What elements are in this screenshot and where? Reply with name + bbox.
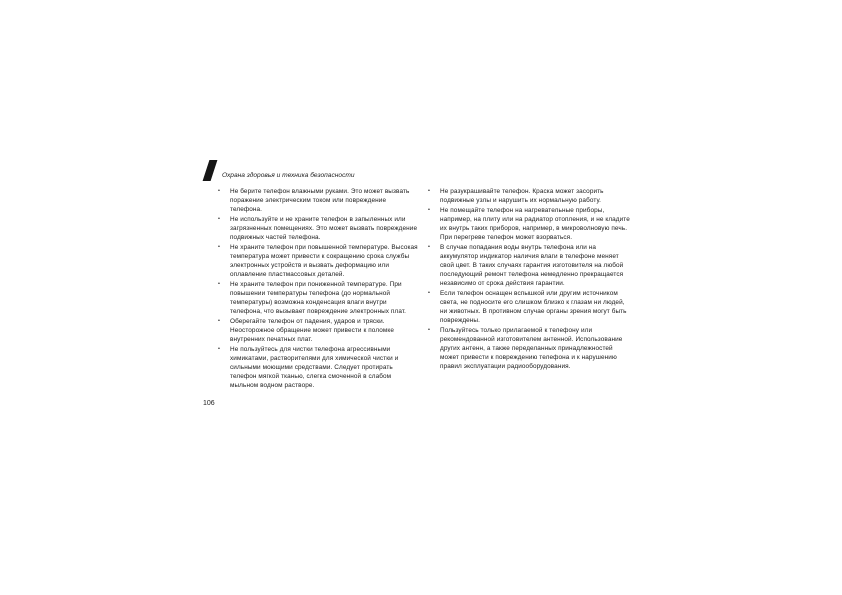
list-item-text: Не используйте и не храните телефон в запыленных или загрязненных помещениях. Это может вызвать повреждение подвижных частей телефона. [230,216,418,241]
bullet-icon: • [218,188,220,194]
bullet-icon: • [218,281,220,287]
bullet-icon: • [218,318,220,324]
page-number: 106 [203,400,215,407]
list-item-text: Не берите телефон влажными руками. Это может вызвать поражение электрическим током или повреждение телефона. [230,188,410,213]
list-item-text: Не храните телефон при пониженной температуре. При повышении температуры телефона (до нормальной температуры) возможна конденсация влаги внутри телефона, что вызывает повреждение электронных плат. [230,281,407,315]
list-item [218,215,418,242]
list-item [218,243,418,279]
bullet-icon: • [428,207,430,213]
list-item [218,345,418,390]
bullet-icon: • [218,244,220,250]
bullet-icon: • [218,216,220,222]
bullet-icon: • [218,346,220,352]
section-header [206,160,355,181]
list-item-text: Не храните телефон при повышенной температуре. Высокая температура может привести к сокращению срока службы электронных устройств и вызвать деформацию или оплавление пластмассовых деталей. [230,244,418,278]
list-item-text: Оберегайте телефон от падения, ударов и тряски. Неосторожное обращение может привести к поломке внутренних печатных плат. [230,318,394,343]
list-item-text: В случае попадания воды внутрь телефона или на аккумулятор индикатор наличия влаги в телефоне меняет свой цвет. В таких случаях гарантия изготовителя на любой последующий ремонт телефона немедленно прекращается независимо от срока действия гарантии. [440,244,624,287]
list-item-text: Не разукрашивайте телефон. Краска может засорить подвижные узлы и нарушить их нормальную работу. [440,188,604,204]
list-item [428,206,630,242]
list-item [428,243,630,288]
list-item-text: Пользуйтесь только прилагаемой к телефону или рекомендованной изготовителем антенной. Использование других антенн, а также переделанных принадлежностей может привести к повреждению телефона и к нарушению правил эксплуатации радиооборудования. [440,327,623,370]
bullet-icon: • [428,290,430,296]
list-item [428,326,630,371]
list-item-text: Если телефон оснащен вспышкой или другим источником света, не подносите его слишком близко к глазам ни людей, ни животных. В противном случае органы зрения могут быть повреждены. [440,290,627,324]
section-marker-icon [203,160,218,181]
list-item [218,317,418,344]
list-item [218,187,418,214]
list-item [428,289,630,325]
left-column [218,187,418,391]
bullet-icon: • [428,188,430,194]
right-column [428,187,630,372]
section-title: Охрана здоровья и техника безопасности [222,172,355,179]
list-item-text: Не пользуйтесь для чистки телефона агрессивными химикатами, растворителями для химической чистки и сильными моющими средствами. Следует протирать телефон мягкой тканью, слегка смоченной в слабом мыльном водном растворе. [230,346,399,389]
bullet-icon: • [428,327,430,333]
list-item [428,187,630,205]
list-item [218,280,418,316]
bullet-icon: • [428,244,430,250]
list-item-text: Не помещайте телефон на нагревательные приборы, например, на плиту или на радиатор отопления, и не кладите их внутрь таких приборов, например, в микроволновую печь. При перегреве телефон может взорваться. [440,207,630,241]
